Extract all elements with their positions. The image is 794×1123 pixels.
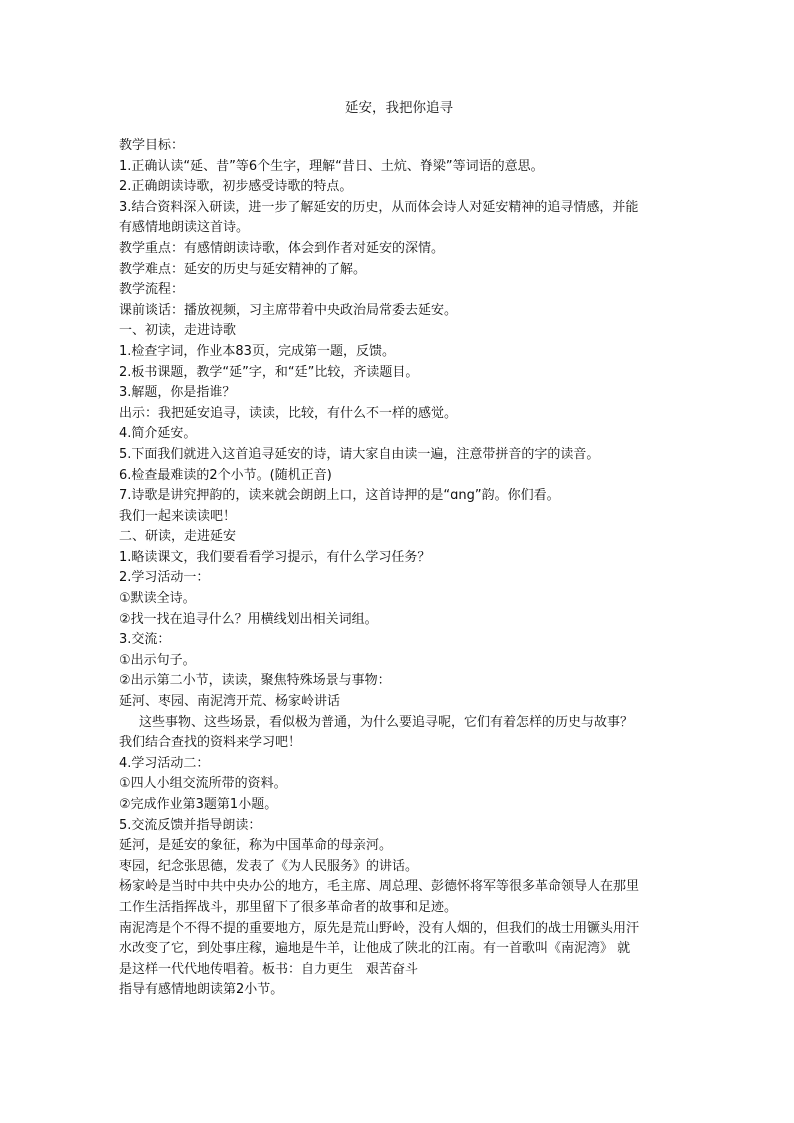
part-2-step-5: 5.交流反馈并指导朗读： (119, 817, 262, 833)
part-2-step-2-item-1: ①默读全诗。 (119, 591, 196, 607)
part-2-step-2: 2.学习活动一： (119, 570, 210, 586)
objective-3-line-2: 有感情地朗读这首诗。 (119, 220, 250, 236)
pre-class-talk: 课前谈话：播放视频，习主席带着中央政治局常委去延安。 (119, 302, 458, 318)
part-1-step-7-detail: 我们一起来读读吧！ (119, 508, 237, 524)
document-title: 延安，我把你追寻 (345, 100, 453, 116)
zaoyuan-description: 枣园，纪念张思德，发表了《为人民服务》的讲话。 (119, 858, 419, 874)
part-1-step-4: 4.简介延安。 (119, 426, 197, 442)
document-page (119, 98, 679, 1001)
part-2-step-4-item-1: ①四人小组交流所带的资料。 (119, 776, 287, 792)
objective-3-line-1: 3.结合资料深入研读，进一步了解延安的历史，从而体会诗人对延安精神的追寻情感，并能 (119, 199, 639, 215)
part-1-step-5: 5.下面我们就进入这首追寻延安的诗，请大家自由读一遍，注意带拼音的字的读音。 (119, 446, 600, 462)
part-2-step-3-item-1: ①出示句子。 (119, 652, 196, 668)
yanhe-description: 延河，是延安的象征，称为中国革命的母亲河。 (119, 838, 393, 854)
teaching-focus: 教学重点：有感情朗读诗歌，体会到作者对延安的深情。 (119, 240, 445, 256)
part-1-step-3: 3.解题，你是指谁？ (119, 385, 236, 401)
objective-2: 2.正确朗读诗歌，初步感受诗歌的特点。 (119, 179, 353, 195)
yangjialing-line-1: 杨家岭是当时中共中央办公的地方，毛主席、周总理、彭德怀将军等很多革命领导人在那里 (119, 879, 640, 895)
part-1-step-2: 2.板书课题，教学“延”字，和“廷”比较，齐读题目。 (119, 364, 419, 380)
part-2-heading: 二、研读，走进延安 (119, 529, 237, 545)
section-heading-procedure: 教学流程： (119, 282, 185, 298)
part-1-heading: 一、初读，走进诗歌 (119, 323, 237, 339)
nanniwan-line-1: 南泥湾是个不得不提的重要地方，原先是荒山野岭，没有人烟的，但我们的战士用镢头用汗 (119, 920, 640, 936)
special-scenes-list: 延河、枣园、南泥湾开荒、杨家岭讲话 (119, 694, 341, 710)
nanniwan-line-2: 水改变了它，到处事庄稼，遍地是牛羊，让他成了陕北的江南。有一首歌叫《南泥湾》 就 (119, 941, 631, 957)
part-2-step-3-item-2: ②出示第二小节，读读，聚焦特殊场景与事物： (119, 673, 391, 689)
part-2-step-4: 4.学习活动二： (119, 755, 210, 771)
yangjialing-line-2: 工作生活指挥战斗，那里留下了很多革命者的故事和足迹。 (119, 899, 458, 915)
teaching-difficulty: 教学难点：延安的历史与延安精神的了解。 (119, 261, 367, 277)
part-1-step-6: 6.检查最难读的2个小节。(随机正音) (119, 467, 332, 483)
part-1-step-3-detail: 出示：我把延安追寻，读读，比较，有什么不一样的感觉。 (119, 405, 458, 421)
section-heading-objectives: 教学目标： (119, 138, 185, 153)
part-2-step-4-item-2: ②完成作业第3题第1小题。 (119, 797, 278, 812)
part-2-step-3: 3.交流： (119, 632, 171, 648)
scenes-question-follow: 我们结合查找的资料来学习吧！ (119, 735, 302, 751)
guided-reading: 指导有感情地朗读第2小节。 (119, 982, 284, 998)
part-2-step-1: 1.略读课文，我们要看看学习提示，有什么学习任务？ (119, 549, 431, 565)
part-2-step-2-item-2: ②找一找在追寻什么？用横线划出相关词组。 (119, 611, 378, 627)
objective-1: 1.正确认读“延、昔”等6个生字，理解“昔日、土炕、脊梁”等词语的意思。 (119, 158, 544, 174)
nanniwan-line-3: 是这样一代代地传唱着。板书：自力更生 艰苦奋斗 (119, 961, 419, 977)
part-1-step-1: 1.检查字词，作业本83页，完成第一题，反馈。 (119, 343, 395, 359)
part-1-step-7: 7.诗歌是讲究押韵的，读来就会朗朗上口，这首诗押的是“ɑng”韵。你们看。 (119, 488, 560, 504)
scenes-question: 这些事物、这些场景，看似极为普通，为什么要追寻呢，它们有着怎样的历史与故事？ (139, 714, 634, 730)
